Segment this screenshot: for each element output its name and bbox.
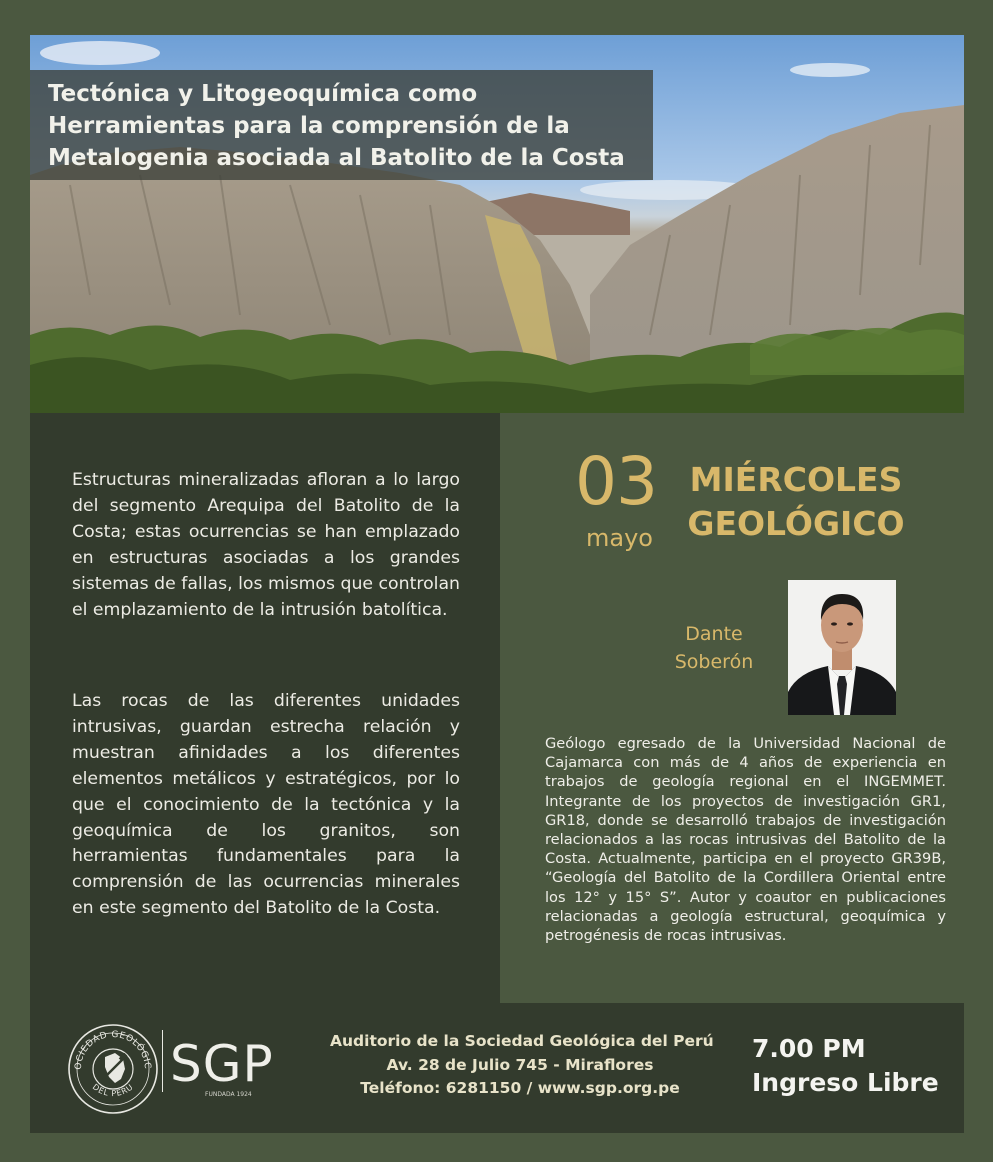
sgp-founded-text: FUNDADA 1924 [205,1091,252,1098]
seal-text-bottom: DEL PERU [90,1082,136,1099]
sgp-logo-text: SGP [170,1035,274,1093]
address-line: Av. 28 de Julio 745 - Miraflores [386,1055,654,1074]
entry-info: Ingreso Libre [752,1068,939,1097]
event-name [680,458,912,546]
address-line: Teléfono: 6281150 / www.sgp.org.pe [360,1079,680,1097]
event-month: mayo [586,524,653,552]
speaker-photo [788,580,896,715]
speaker-first-name: Dante [685,623,743,645]
speaker-last-name: Soberón [674,651,754,673]
event-name-line: MIÉRCOLES [689,460,903,499]
description-paragraph-2: Las rocas de las diferentes unidades intrusivas, guardan estrecha relación y muestran afinidades a los diferentes elementos metálicos y estratégicos, por lo que el conocimiento de la tectónica y la geoquímica de los granitos, son herramientas fundamentales para la comprensión de las ocurrencias minerales en este segmento del Batolito de la Costa. [72,691,460,919]
title-line: Metalogenia asociada al Batolito de la Costa [48,145,625,171]
venue-address [330,1030,714,1101]
lecture-title [48,78,648,174]
event-day: 03 [575,443,657,520]
seal-text-top: OCIEDAD GEOLÓGIC [73,1029,153,1071]
logo-divider [162,1030,163,1092]
speaker-bio: Geólogo egresado de la Universidad Nacional de Cajamarca con más de 4 años de experiencia en trabajos de geología regional en el INGEMMET. Integrante de los proyectos de investigación GR1, GR18, donde se desarrolló trabajos de investigación relacionados a las rocas intrusivas del Batolito de la Costa. Actualmente, participa en el proyecto GR39B, “Geología del Batolito de la Cordillera Oriental entre los 12° y 15° S”. Autor y coautor en publicaciones relacionadas a geología estructural, geoquímica y petrogénesis de rocas intrusivas. [545,735,946,945]
speaker-name [664,620,764,676]
description-paragraph-1: Estructuras mineralizadas afloran a lo largo del segmento Arequipa del Batolito de la Costa; estas ocurrencias se han emplazado en estructuras asociadas a los grandes sistemas de fallas, los mismos que controlan el emplazamiento de la intrusión batolítica. [72,470,460,620]
society-seal [67,1023,159,1115]
address-line: Auditorio de la Sociedad Geológica del Perú [330,1032,714,1050]
title-line: Herramientas para la comprensión de la [48,113,570,139]
svg-text:DEL PERU [91,1082,135,1098]
title-line: Tectónica y Litogeoquímica como [48,81,478,107]
event-time: 7.00 PM [752,1034,866,1063]
event-name-line: GEOLÓGICO [687,504,905,543]
